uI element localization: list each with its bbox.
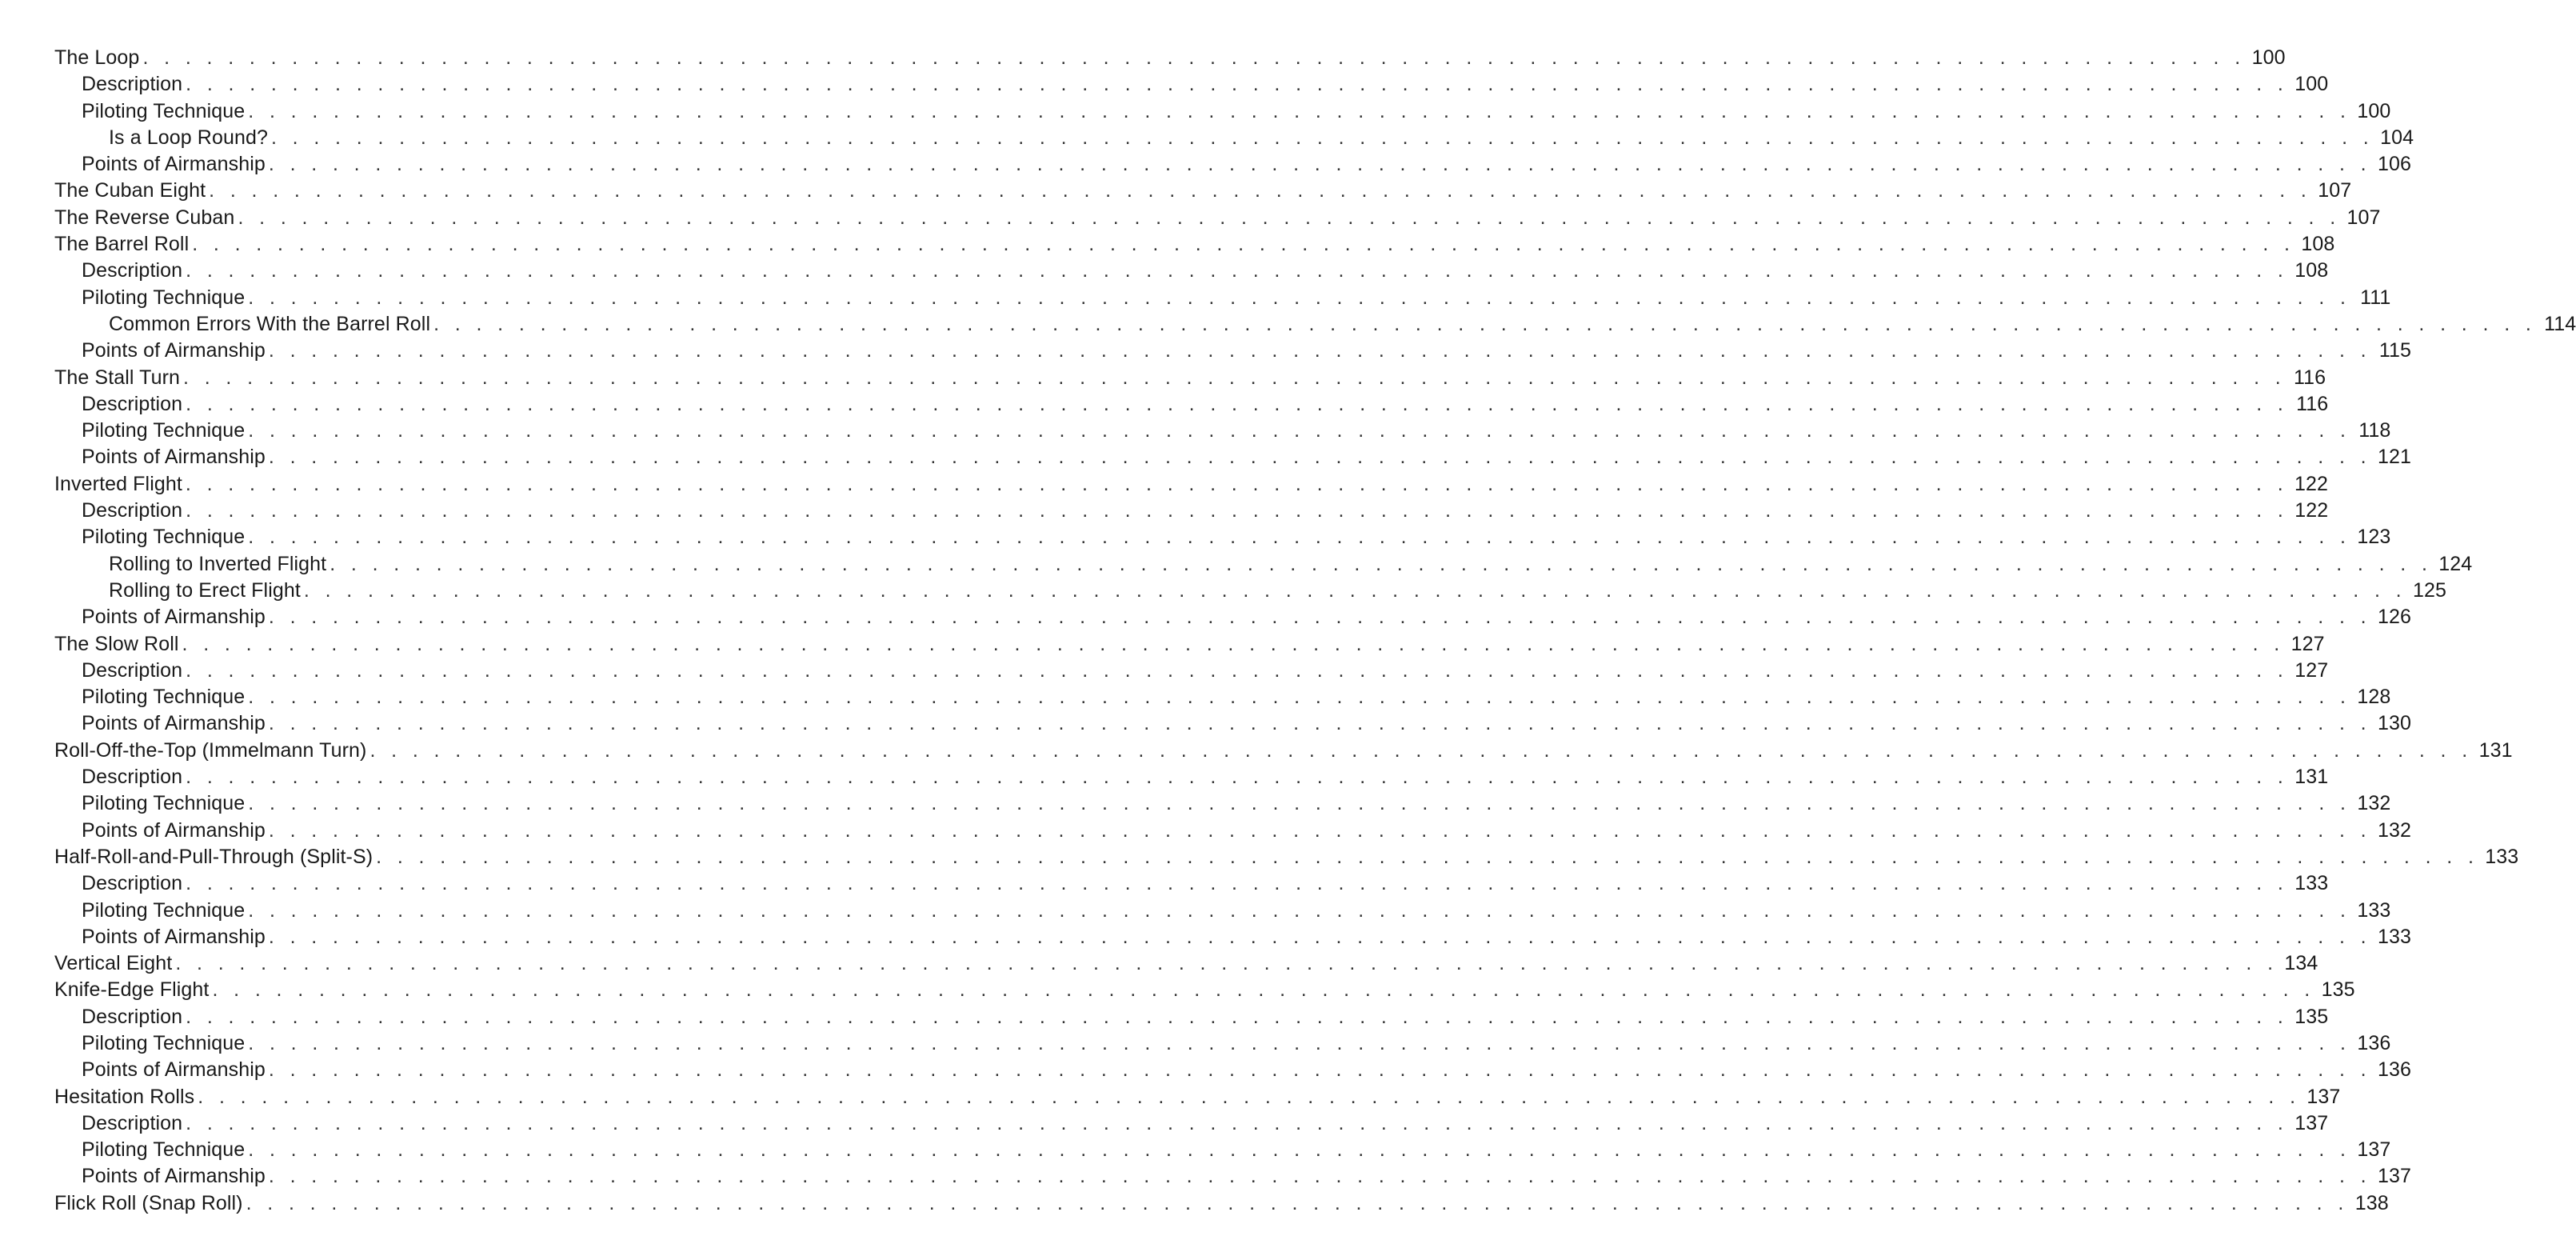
toc-entry-leader-dots: . . . . . . . . . . . . . . . . . . . . . . . . . . . . . . . . . . . . . . . . . . . . . . . . . . . . . . . . . . . . . . . . . . . . . . . . . . . . . . . . . . . . . . . . . . . . . . . . . . . — [186, 1005, 2289, 1028]
toc-entry[interactable] — [54, 471, 2329, 498]
toc-entry[interactable] — [54, 45, 2286, 71]
toc-entry-title: Hesitation Rolls — [54, 1085, 195, 1108]
toc-entry-leader-dots: . . . . . . . . . . . . . . . . . . . . . . . . . . . . . . . . . . . . . . . . . . . . . . . . . . . . . . . . . . . . . . . . . . . . . . . . . . . . . . . . . . . . . . . . . . . . . . . . . . . — [248, 792, 2351, 815]
toc-entry-title: Knife-Edge Flight — [54, 978, 210, 1002]
toc-entry[interactable] — [54, 524, 2391, 550]
toc-entry-leader-dots: . . . . . . . . . . . . . . . . . . . . . . . . . . . . . . . . . . . . . . . . . . . . . . . . . . . . . . . . . . . . . . . . . . . . . . . . . . . . . . . . . . . . . . . . . . . . . . . . . . . — [186, 658, 2289, 682]
toc-entry[interactable] — [54, 444, 2412, 470]
toc-entry-page-number: 137 — [2294, 1111, 2329, 1134]
toc-entry-title: Is a Loop Round? — [109, 126, 268, 149]
toc-entry-title: The Cuban Eight — [54, 179, 206, 202]
toc-entry-leader-dots: . . . . . . . . . . . . . . . . . . . . . . . . . . . . . . . . . . . . . . . . . . . . . . . . . . . . . . . . . . . . . . . . . . . . . . . . . . . . . . . . . . . . . . . . . . . . . . . . . . . — [268, 339, 2372, 362]
toc-entry[interactable] — [54, 898, 2391, 924]
toc-entry-title: Inverted Flight — [54, 472, 182, 495]
toc-entry-page-number: 108 — [2301, 233, 2335, 256]
toc-entry[interactable] — [54, 125, 2414, 151]
toc-entry-title: Piloting Technique — [82, 419, 246, 442]
toc-entry[interactable] — [54, 844, 2519, 870]
toc-entry-title: Piloting Technique — [82, 792, 246, 815]
toc-list — [54, 45, 2576, 1217]
toc-entry[interactable] — [54, 977, 2355, 1003]
toc-entry-leader-dots: . . . . . . . . . . . . . . . . . . . . . . . . . . . . . . . . . . . . . . . . . . . . . . . . . . . . . . . . . . . . . . . . . . . . . . . . . . . . . . . . . . . . . . . . . . . . . . . . . . . — [186, 499, 2289, 522]
toc-entry-title: Rolling to Inverted Flight — [109, 552, 327, 575]
toc-entry-leader-dots: . . . . . . . . . . . . . . . . . . . . . . . . . . . . . . . . . . . . . . . . . . . . . . . . . . . . . . . . . . . . . . . . . . . . . . . . . . . . . . . . . . . . . . . . . . . . . . . . . . . — [238, 206, 2341, 229]
toc-entry-leader-dots: . . . . . . . . . . . . . . . . . . . . . . . . . . . . . . . . . . . . . . . . . . . . . . . . . . . . . . . . . . . . . . . . . . . . . . . . . . . . . . . . . . . . . . . . . . . . . . . . . . . — [268, 153, 2372, 176]
toc-entry[interactable] — [54, 71, 2329, 98]
toc-entry-leader-dots: . . . . . . . . . . . . . . . . . . . . . . . . . . . . . . . . . . . . . . . . . . . . . . . . . . . . . . . . . . . . . . . . . . . . . . . . . . . . . . . . . . . . . . . . . . . . . . . . . . . — [186, 259, 2289, 282]
toc-entry-leader-dots: . . . . . . . . . . . . . . . . . . . . . . . . . . . . . . . . . . . . . . . . . . . . . . . . . . . . . . . . . . . . . . . . . . . . . . . . . . . . . . . . . . . . . . . . . . . . . . . . . . . — [433, 312, 2537, 335]
toc-entry-page-number: 134 — [2284, 952, 2318, 975]
toc-entry[interactable] — [54, 258, 2329, 284]
toc-entry-title: Description — [82, 872, 183, 895]
toc-entry-title: Rolling to Erect Flight — [109, 578, 301, 602]
toc-entry[interactable] — [54, 1004, 2329, 1030]
toc-entry[interactable] — [54, 1110, 2329, 1137]
toc-entry-leader-dots: . . . . . . . . . . . . . . . . . . . . . . . . . . . . . . . . . . . . . . . . . . . . . . . . . . . . . . . . . . . . . . . . . . . . . . . . . . . . . . . . . . . . . . . . . . . . . . . . . . . — [209, 179, 2312, 202]
toc-entry-page-number: 122 — [2294, 472, 2329, 495]
toc-entry-page-number: 126 — [2378, 606, 2412, 629]
toc-entry[interactable] — [54, 870, 2329, 897]
toc-entry-leader-dots: . . . . . . . . . . . . . . . . . . . . . . . . . . . . . . . . . . . . . . . . . . . . . . . . . . . . . . . . . . . . . . . . . . . . . . . . . . . . . . . . . . . . . . . . . . . . . . . . . . . — [142, 46, 2246, 69]
toc-entry-leader-dots: . . . . . . . . . . . . . . . . . . . . . . . . . . . . . . . . . . . . . . . . . . . . . . . . . . . . . . . . . . . . . . . . . . . . . . . . . . . . . . . . . . . . . . . . . . . . . . . . . . . — [182, 632, 2285, 655]
toc-entry-leader-dots: . . . . . . . . . . . . . . . . . . . . . . . . . . . . . . . . . . . . . . . . . . . . . . . . . . . . . . . . . . . . . . . . . . . . . . . . . . . . . . . . . . . . . . . . . . . . . . . . . . . — [186, 1111, 2289, 1134]
toc-entry-page-number: 106 — [2378, 153, 2412, 176]
toc-entry-title: Flick Roll (Snap Roll) — [54, 1191, 243, 1214]
toc-entry-leader-dots: . . . . . . . . . . . . . . . . . . . . . . . . . . . . . . . . . . . . . . . . . . . . . . . . . . . . . . . . . . . . . . . . . . . . . . . . . . . . . . . . . . . . . . . . . . . . . . . . . . . — [248, 686, 2351, 709]
toc-entry-title: The Barrel Roll — [54, 233, 190, 256]
toc-entry-leader-dots: . . . . . . . . . . . . . . . . . . . . . . . . . . . . . . . . . . . . . . . . . . . . . . . . . . . . . . . . . . . . . . . . . . . . . . . . . . . . . . . . . . . . . . . . . . . . . . . . . . . — [248, 99, 2351, 122]
toc-entry-leader-dots: . . . . . . . . . . . . . . . . . . . . . . . . . . . . . . . . . . . . . . . . . . . . . . . . . . . . . . . . . . . . . . . . . . . . . . . . . . . . . . . . . . . . . . . . . . . . . . . . . . . — [268, 818, 2372, 842]
toc-entry[interactable] — [54, 604, 2412, 630]
toc-entry[interactable] — [54, 578, 2447, 604]
toc-entry[interactable] — [54, 231, 2335, 258]
toc-entry-leader-dots: . . . . . . . . . . . . . . . . . . . . . . . . . . . . . . . . . . . . . . . . . . . . . . . . . . . . . . . . . . . . . . . . . . . . . . . . . . . . . . . . . . . . . . . . . . . . . . . . . . . — [248, 419, 2351, 442]
toc-entry-page-number: 123 — [2357, 526, 2391, 549]
toc-entry-title: Description — [82, 658, 183, 682]
toc-entry-leader-dots: . . . . . . . . . . . . . . . . . . . . . . . . . . . . . . . . . . . . . . . . . . . . . . . . . . . . . . . . . . . . . . . . . . . . . . . . . . . . . . . . . . . . . . . . . . . . . . . . . . . — [175, 952, 2278, 975]
toc-entry-page-number: 115 — [2378, 339, 2412, 362]
toc-entry-page-number: 100 — [2294, 73, 2329, 96]
toc-entry[interactable] — [54, 1163, 2412, 1190]
toc-entry-leader-dots: . . . . . . . . . . . . . . . . . . . . . . . . . . . . . . . . . . . . . . . . . . . . . . . . . . . . . . . . . . . . . . . . . . . . . . . . . . . . . . . . . . . . . . . . . . . . . . . . . . . — [268, 925, 2372, 948]
toc-entry[interactable] — [54, 151, 2412, 178]
toc-entry-leader-dots: . . . . . . . . . . . . . . . . . . . . . . . . . . . . . . . . . . . . . . . . . . . . . . . . . . . . . . . . . . . . . . . . . . . . . . . . . . . . . . . . . . . . . . . . . . . . . . . . . . . — [369, 738, 2473, 762]
toc-entry-page-number: 124 — [2438, 552, 2473, 575]
toc-entry-page-number: 116 — [2294, 366, 2326, 389]
toc-entry-page-number: 136 — [2378, 1058, 2412, 1082]
toc-entry-title: The Slow Roll — [54, 632, 179, 655]
toc-entry-page-number: 128 — [2357, 686, 2391, 709]
toc-entry[interactable] — [54, 1084, 2341, 1110]
toc-entry[interactable] — [54, 1030, 2391, 1057]
toc-entry-leader-dots: . . . . . . . . . . . . . . . . . . . . . . . . . . . . . . . . . . . . . . . . . . . . . . . . . . . . . . . . . . . . . . . . . . . . . . . . . . . . . . . . . . . . . . . . . . . . . . . . . . . — [248, 526, 2351, 549]
toc-entry-page-number: 131 — [2478, 738, 2513, 762]
toc-entry-title: Points of Airmanship — [82, 339, 266, 362]
toc-entry-leader-dots: . . . . . . . . . . . . . . . . . . . . . . . . . . . . . . . . . . . . . . . . . . . . . . . . . . . . . . . . . . . . . . . . . . . . . . . . . . . . . . . . . . . . . . . . . . . . . . . . . . . — [268, 712, 2372, 735]
toc-entry-leader-dots: . . . . . . . . . . . . . . . . . . . . . . . . . . . . . . . . . . . . . . . . . . . . . . . . . . . . . . . . . . . . . . . . . . . . . . . . . . . . . . . . . . . . . . . . . . . . . . . . . . . — [192, 233, 2295, 256]
toc-entry-leader-dots: . . . . . . . . . . . . . . . . . . . . . . . . . . . . . . . . . . . . . . . . . . . . . . . . . . . . . . . . . . . . . . . . . . . . . . . . . . . . . . . . . . . . . . . . . . . . . . . . . . . — [248, 286, 2351, 309]
toc-entry-page-number: 136 — [2357, 1031, 2391, 1054]
toc-entry-page-number: 135 — [2294, 1005, 2329, 1028]
toc-entry-leader-dots: . . . . . . . . . . . . . . . . . . . . . . . . . . . . . . . . . . . . . . . . . . . . . . . . . . . . . . . . . . . . . . . . . . . . . . . . . . . . . . . . . . . . . . . . . . . . . . . . . . . — [183, 366, 2286, 389]
toc-entry-leader-dots: . . . . . . . . . . . . . . . . . . . . . . . . . . . . . . . . . . . . . . . . . . . . . . . . . . . . . . . . . . . . . . . . . . . . . . . . . . . . . . . . . . . . . . . . . . . . . . . . . . . — [268, 606, 2372, 629]
toc-entry-leader-dots: . . . . . . . . . . . . . . . . . . . . . . . . . . . . . . . . . . . . . . . . . . . . . . . . . . . . . . . . . . . . . . . . . . . . . . . . . . . . . . . . . . . . . . . . . . . . . . . . . . . — [186, 872, 2289, 895]
toc-entry-leader-dots: . . . . . . . . . . . . . . . . . . . . . . . . . . . . . . . . . . . . . . . . . . . . . . . . . . . . . . . . . . . . . . . . . . . . . . . . . . . . . . . . . . . . . . . . . . . . . . . . . . . — [268, 1165, 2372, 1188]
toc-entry-page-number: 107 — [2318, 179, 2352, 202]
toc-entry-title: Piloting Technique — [82, 1031, 246, 1054]
toc-entry[interactable] — [54, 738, 2513, 764]
toc-entry-title: Piloting Technique — [82, 898, 246, 922]
toc-entry-page-number: 137 — [2357, 1138, 2391, 1162]
toc-entry[interactable] — [54, 818, 2412, 844]
toc-entry[interactable] — [54, 1057, 2412, 1083]
toc-entry-title: The Stall Turn — [54, 366, 181, 389]
toc-entry-leader-dots: . . . . . . . . . . . . . . . . . . . . . . . . . . . . . . . . . . . . . . . . . . . . . . . . . . . . . . . . . . . . . . . . . . . . . . . . . . . . . . . . . . . . . . . . . . . . . . . . . . . — [248, 1138, 2351, 1162]
toc-entry-page-number: 130 — [2378, 712, 2412, 735]
toc-entry-leader-dots: . . . . . . . . . . . . . . . . . . . . . . . . . . . . . . . . . . . . . . . . . . . . . . . . . . . . . . . . . . . . . . . . . . . . . . . . . . . . . . . . . . . . . . . . . . . . . . . . . . . — [268, 446, 2372, 469]
toc-entry-page-number: 121 — [2378, 446, 2412, 469]
toc-entry-leader-dots: . . . . . . . . . . . . . . . . . . . . . . . . . . . . . . . . . . . . . . . . . . . . . . . . . . . . . . . . . . . . . . . . . . . . . . . . . . . . . . . . . . . . . . . . . . . . . . . . . . . — [270, 126, 2374, 149]
toc-entry[interactable] — [54, 551, 2473, 578]
toc-entry-title: Points of Airmanship — [82, 818, 266, 842]
toc-entry-page-number: 116 — [2296, 392, 2329, 415]
toc-entry[interactable] — [54, 710, 2412, 737]
toc-entry-title: Points of Airmanship — [82, 1165, 266, 1188]
toc-entry-title: Description — [82, 1111, 183, 1134]
toc-entry-page-number: 125 — [2413, 578, 2447, 602]
toc-entry-title: Piloting Technique — [82, 286, 246, 309]
toc-entry-page-number: 100 — [2357, 99, 2391, 122]
toc-entry-title: Description — [82, 73, 183, 96]
toc-entry-title: Points of Airmanship — [82, 712, 266, 735]
toc-entry-title: Points of Airmanship — [82, 925, 266, 948]
toc-entry-title: Points of Airmanship — [82, 446, 266, 469]
toc-entry-page-number: 137 — [2378, 1165, 2412, 1188]
toc-entry-title: Piloting Technique — [82, 1138, 246, 1162]
toc-entry-leader-dots: . . . . . . . . . . . . . . . . . . . . . . . . . . . . . . . . . . . . . . . . . . . . . . . . . . . . . . . . . . . . . . . . . . . . . . . . . . . . . . . . . . . . . . . . . . . . . . . . . . . — [186, 392, 2289, 415]
toc-entry[interactable] — [54, 924, 2412, 950]
toc-entry-page-number: 111 — [2360, 286, 2391, 309]
toc-entry[interactable] — [54, 311, 2576, 338]
toc-entry-page-number: 131 — [2294, 766, 2329, 789]
toc-entry-title: The Loop — [54, 46, 140, 69]
toc-entry-page-number: 132 — [2378, 818, 2412, 842]
toc-entry[interactable] — [54, 285, 2391, 311]
toc-entry-page-number: 114 — [2544, 312, 2576, 335]
toc-entry[interactable] — [54, 365, 2326, 391]
toc-entry-leader-dots: . . . . . . . . . . . . . . . . . . . . . . . . . . . . . . . . . . . . . . . . . . . . . . . . . . . . . . . . . . . . . . . . . . . . . . . . . . . . . . . . . . . . . . . . . . . . . . . . . . . — [185, 472, 2289, 495]
toc-entry[interactable] — [54, 684, 2391, 710]
toc-entry-page-number: 107 — [2346, 206, 2381, 229]
toc-entry-leader-dots: . . . . . . . . . . . . . . . . . . . . . . . . . . . . . . . . . . . . . . . . . . . . . . . . . . . . . . . . . . . . . . . . . . . . . . . . . . . . . . . . . . . . . . . . . . . . . . . . . . . — [212, 978, 2315, 1002]
toc-entry-title: Description — [82, 259, 183, 282]
toc-entry[interactable] — [54, 658, 2329, 684]
toc-entry-leader-dots: . . . . . . . . . . . . . . . . . . . . . . . . . . . . . . . . . . . . . . . . . . . . . . . . . . . . . . . . . . . . . . . . . . . . . . . . . . . . . . . . . . . . . . . . . . . . . . . . . . . — [248, 1031, 2351, 1054]
toc-entry-title: Vertical Eight — [54, 952, 173, 975]
toc-entry-leader-dots: . . . . . . . . . . . . . . . . . . . . . . . . . . . . . . . . . . . . . . . . . . . . . . . . . . . . . . . . . . . . . . . . . . . . . . . . . . . . . . . . . . . . . . . . . . . . . . . . . . . — [186, 766, 2289, 789]
toc-entry-leader-dots: . . . . . . . . . . . . . . . . . . . . . . . . . . . . . . . . . . . . . . . . . . . . . . . . . . . . . . . . . . . . . . . . . . . . . . . . . . . . . . . . . . . . . . . . . . . . . . . . . . . — [246, 1191, 2349, 1214]
toc-entry-title: Roll-Off-the-Top (Immelmann Turn) — [54, 738, 367, 762]
toc-entry[interactable] — [54, 790, 2391, 817]
toc-entry-page-number: 108 — [2294, 259, 2329, 282]
toc-entry-leader-dots: . . . . . . . . . . . . . . . . . . . . . . . . . . . . . . . . . . . . . . . . . . . . . . . . . . . . . . . . . . . . . . . . . . . . . . . . . . . . . . . . . . . . . . . . . . . . . . . . . . . — [198, 1085, 2301, 1108]
toc-entry-leader-dots: . . . . . . . . . . . . . . . . . . . . . . . . . . . . . . . . . . . . . . . . . . . . . . . . . . . . . . . . . . . . . . . . . . . . . . . . . . . . . . . . . . . . . . . . . . . . . . . . . . . — [248, 898, 2351, 922]
toc-entry-leader-dots: . . . . . . . . . . . . . . . . . . . . . . . . . . . . . . . . . . . . . . . . . . . . . . . . . . . . . . . . . . . . . . . . . . . . . . . . . . . . . . . . . . . . . . . . . . . . . . . . . . . — [303, 578, 2407, 602]
toc-entry-page-number: 138 — [2354, 1191, 2389, 1214]
toc-entry-page-number: 127 — [2290, 632, 2325, 655]
toc-entry-page-number: 127 — [2294, 658, 2329, 682]
toc-entry-page-number: 118 — [2358, 419, 2391, 442]
toc-entry[interactable] — [54, 391, 2329, 418]
toc-entry-title: Piloting Technique — [82, 99, 246, 122]
toc-entry-page-number: 137 — [2306, 1085, 2341, 1108]
toc-entry-page-number: 133 — [2357, 898, 2391, 922]
toc-entry-title: Description — [82, 1005, 183, 1028]
toc-entry-title: Common Errors With the Barrel Roll — [109, 312, 431, 335]
toc-entry-title: Piloting Technique — [82, 526, 246, 549]
toc-entry-page-number: 133 — [2485, 845, 2519, 868]
toc-entry-title: Points of Airmanship — [82, 1058, 266, 1082]
toc-entry-title: Points of Airmanship — [82, 153, 266, 176]
toc-entry-title: Points of Airmanship — [82, 606, 266, 629]
toc-entry[interactable] — [54, 631, 2325, 658]
toc-entry-title: Description — [82, 392, 183, 415]
toc-entry-page-number: 133 — [2294, 872, 2329, 895]
toc-entry[interactable] — [54, 764, 2329, 790]
toc-entry-title: Piloting Technique — [82, 686, 246, 709]
toc-entry[interactable] — [54, 205, 2381, 231]
toc-entry-page-number: 122 — [2294, 499, 2329, 522]
toc-entry-title: Description — [82, 766, 183, 789]
toc-entry-page-number: 132 — [2357, 792, 2391, 815]
toc-entry-title: The Reverse Cuban — [54, 206, 235, 229]
toc-entry[interactable] — [54, 98, 2391, 125]
toc-entry[interactable] — [54, 950, 2318, 977]
toc-entry-leader-dots: . . . . . . . . . . . . . . . . . . . . . . . . . . . . . . . . . . . . . . . . . . . . . . . . . . . . . . . . . . . . . . . . . . . . . . . . . . . . . . . . . . . . . . . . . . . . . . . . . . . — [329, 552, 2433, 575]
toc-entry-title: Half-Roll-and-Pull-Through (Split-S) — [54, 845, 373, 868]
toc-entry[interactable] — [54, 338, 2412, 364]
toc-entry-leader-dots: . . . . . . . . . . . . . . . . . . . . . . . . . . . . . . . . . . . . . . . . . . . . . . . . . . . . . . . . . . . . . . . . . . . . . . . . . . . . . . . . . . . . . . . . . . . . . . . . . . . — [376, 845, 2479, 868]
toc-entry[interactable] — [54, 498, 2329, 524]
toc-entry-page-number: 133 — [2378, 925, 2412, 948]
toc-entry[interactable] — [54, 418, 2391, 444]
table-of-contents — [54, 45, 2576, 1217]
toc-entry-page-number: 104 — [2380, 126, 2414, 149]
toc-entry-leader-dots: . . . . . . . . . . . . . . . . . . . . . . . . . . . . . . . . . . . . . . . . . . . . . . . . . . . . . . . . . . . . . . . . . . . . . . . . . . . . . . . . . . . . . . . . . . . . . . . . . . . — [186, 73, 2289, 96]
toc-entry-title: Description — [82, 499, 183, 522]
toc-entry-page-number: 100 — [2251, 46, 2286, 69]
toc-entry[interactable] — [54, 178, 2352, 204]
toc-entry-leader-dots: . . . . . . . . . . . . . . . . . . . . . . . . . . . . . . . . . . . . . . . . . . . . . . . . . . . . . . . . . . . . . . . . . . . . . . . . . . . . . . . . . . . . . . . . . . . . . . . . . . . — [268, 1058, 2372, 1082]
toc-entry-page-number: 135 — [2321, 978, 2355, 1002]
toc-entry[interactable] — [54, 1190, 2389, 1217]
toc-entry[interactable] — [54, 1137, 2391, 1163]
